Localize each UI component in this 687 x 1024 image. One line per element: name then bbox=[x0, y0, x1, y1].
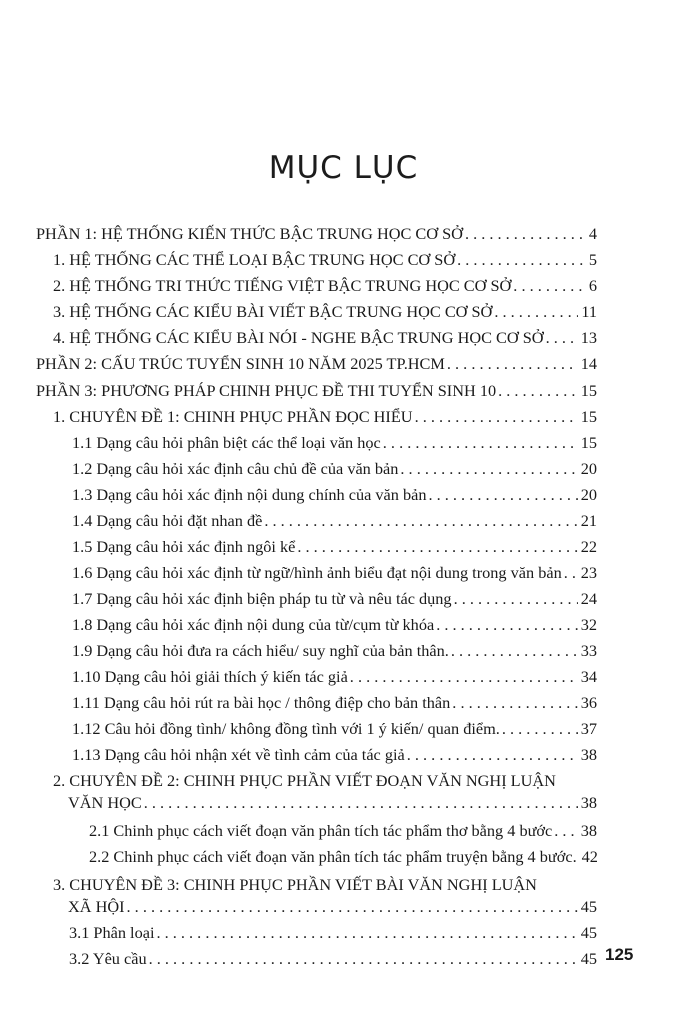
toc-entry[interactable] bbox=[72, 537, 597, 557]
toc-entry-page: 24 bbox=[580, 589, 597, 608]
leader-dots bbox=[350, 667, 578, 687]
toc-entry[interactable] bbox=[72, 485, 597, 505]
toc-entry-page: 21 bbox=[580, 511, 597, 530]
leader-dots bbox=[156, 923, 577, 943]
toc-entry-page: 32 bbox=[580, 615, 597, 634]
toc-entry[interactable] bbox=[53, 407, 597, 427]
toc-entry[interactable] bbox=[36, 381, 597, 401]
toc-entry-page: 42 bbox=[581, 847, 598, 866]
page-number: 125 bbox=[605, 945, 634, 964]
toc-entry-label: 1.3 Dạng câu hỏi xác định nội dung chính của văn bản bbox=[72, 485, 427, 504]
toc-entry[interactable] bbox=[36, 224, 597, 244]
leader-dots bbox=[428, 485, 577, 505]
toc-entry-page: 6 bbox=[588, 276, 597, 295]
toc-entry-label: 1.11 Dạng câu hỏi rút ra bài học / thông điệp cho bản thân bbox=[72, 693, 451, 712]
leader-dots bbox=[436, 615, 578, 635]
leader-dots bbox=[149, 949, 578, 969]
toc-entry-page: 20 bbox=[580, 485, 597, 504]
toc-entry-label: 1.7 Dạng câu hỏi xác định biện pháp tu từ và nêu tác dụng bbox=[72, 589, 452, 608]
toc-entry-label: 1.13 Dạng câu hỏi nhận xét về tình cảm của tác giả bbox=[72, 745, 405, 764]
leader-dots bbox=[454, 589, 578, 609]
toc-entry[interactable] bbox=[72, 641, 597, 661]
toc-entry-page: 33 bbox=[580, 641, 597, 660]
leader-dots bbox=[498, 381, 578, 401]
leader-dots bbox=[465, 224, 586, 244]
toc-entry[interactable] bbox=[53, 250, 597, 270]
leader-dots bbox=[451, 641, 578, 661]
toc-entry-label: 3.1 Phân loại bbox=[69, 923, 155, 942]
toc-entry-label: 1.8 Dạng câu hỏi xác định nội dung của từ/cụm từ khóa bbox=[72, 615, 435, 634]
toc-entry-page: 15 bbox=[580, 433, 597, 452]
toc-entry[interactable] bbox=[72, 693, 597, 713]
toc-entry-label: 1.2 Dạng câu hỏi xác định câu chủ đề của văn bản bbox=[72, 459, 399, 478]
toc-entry-page: 45 bbox=[580, 949, 597, 968]
toc-entry-page: 5 bbox=[588, 250, 597, 269]
leader-dots bbox=[264, 511, 577, 531]
toc-entry[interactable] bbox=[72, 433, 597, 453]
toc-entry[interactable] bbox=[89, 847, 597, 867]
leader-dots bbox=[400, 459, 577, 479]
toc-entry-page: 15 bbox=[580, 381, 597, 400]
leader-dots bbox=[494, 302, 578, 322]
toc-entry-label: 2. HỆ THỐNG TRI THỨC TIẾNG VIỆT BẬC TRUNG HỌC CƠ SỞ bbox=[53, 276, 512, 295]
toc-entry[interactable] bbox=[69, 949, 597, 969]
toc-entry-label: 1.5 Dạng câu hỏi xác định ngôi kể bbox=[72, 537, 296, 556]
leader-dots bbox=[383, 433, 578, 453]
leader-dots bbox=[554, 821, 577, 841]
toc-entry-page: 36 bbox=[580, 693, 597, 712]
toc-entry-label: 1.6 Dạng câu hỏi xác định từ ngữ/hình ảnh biểu đạt nội dung trong văn bản bbox=[72, 563, 562, 582]
toc-entry-page: 11 bbox=[581, 302, 597, 321]
toc-entry-page: 20 bbox=[580, 459, 597, 478]
toc-entry-page: 22 bbox=[580, 537, 597, 556]
toc-entry[interactable] bbox=[36, 354, 597, 374]
toc-entry[interactable] bbox=[53, 328, 597, 348]
toc-entry-page: 37 bbox=[580, 719, 597, 738]
leader-dots bbox=[447, 354, 578, 374]
leader-dots bbox=[127, 897, 578, 917]
toc-entry-page: 15 bbox=[580, 407, 597, 426]
toc-entry-label: 2.2 Chinh phục cách viết đoạn văn phân tích tác phẩm truyện bằng 4 bước. bbox=[89, 847, 577, 866]
page-title: MỤC LỤC bbox=[268, 150, 419, 186]
toc-entry-label: 1.12 Câu hỏi đồng tình/ không đồng tình với 1 ý kiến/ quan điểm. bbox=[72, 719, 500, 738]
toc-entry-label: 2.1 Chinh phục cách viết đoạn văn phân tích tác phẩm thơ bằng 4 bước bbox=[89, 821, 553, 840]
toc-entry-page: 13 bbox=[580, 328, 597, 347]
toc-entry-label: XÃ HỘI bbox=[68, 897, 125, 916]
toc-entry-label: 1. HỆ THỐNG CÁC THỂ LOẠI BẬC TRUNG HỌC CƠ SỞ bbox=[53, 250, 456, 269]
toc-entry-label-line1[interactable]: 2. CHUYÊN ĐỀ 2: CHINH PHỤC PHẦN VIẾT ĐOẠN VĂN NGHỊ LUẬN bbox=[53, 771, 556, 790]
leader-dots bbox=[452, 693, 577, 713]
toc-entry-label: 1.1 Dạng câu hỏi phân biệt các thể loại văn học bbox=[72, 433, 381, 452]
toc-entry-page: 14 bbox=[580, 354, 597, 373]
toc-entry-label: 1.10 Dạng câu hỏi giải thích ý kiến tác giả bbox=[72, 667, 348, 686]
toc-entry[interactable] bbox=[72, 511, 597, 531]
toc-entry-page: 38 bbox=[580, 745, 597, 764]
toc-entry-label: PHẦN 2: CẤU TRÚC TUYỂN SINH 10 NĂM 2025 TP.HCM bbox=[36, 354, 445, 373]
toc-entry[interactable] bbox=[72, 745, 597, 765]
toc-entry[interactable] bbox=[72, 719, 597, 739]
toc-entry[interactable] bbox=[72, 459, 597, 479]
toc-entry-page: 34 bbox=[580, 667, 597, 686]
toc-entry-label: 1. CHUYÊN ĐỀ 1: CHINH PHỤC PHẦN ĐỌC HIỂU bbox=[53, 407, 413, 426]
toc-entry[interactable] bbox=[69, 923, 597, 943]
leader-dots bbox=[297, 537, 577, 557]
toc-entry-label-line1[interactable]: 3. CHUYÊN ĐỀ 3: CHINH PHỤC PHẦN VIẾT BÀI VĂN NGHỊ LUẬN bbox=[53, 875, 537, 894]
toc-entry-label: 3. HỆ THỐNG CÁC KIỂU BÀI VIẾT BẬC TRUNG HỌC CƠ SỞ bbox=[53, 302, 493, 321]
toc-entry[interactable] bbox=[72, 563, 597, 583]
toc-entry-label: PHẦN 3: PHƯƠNG PHÁP CHINH PHỤC ĐỀ THI TUYỂN SINH 10 bbox=[36, 381, 497, 400]
leader-dots bbox=[415, 407, 578, 427]
toc-entry-page: 45 bbox=[580, 897, 597, 916]
toc-entry-label: 1.9 Dạng câu hỏi đưa ra cách hiểu/ suy nghĩ của bản thân. bbox=[72, 641, 449, 660]
leader-dots bbox=[513, 276, 586, 296]
toc-entry-page: 23 bbox=[580, 563, 597, 582]
toc-entry[interactable] bbox=[68, 897, 597, 917]
toc-entry-label: 3.2 Yêu cầu bbox=[69, 949, 147, 968]
toc-entry[interactable] bbox=[89, 821, 597, 841]
toc-entry[interactable] bbox=[53, 302, 597, 322]
leader-dots bbox=[457, 250, 586, 270]
leader-dots bbox=[144, 793, 578, 813]
toc-entry[interactable] bbox=[72, 667, 597, 687]
toc-entry[interactable] bbox=[72, 615, 597, 635]
leader-dots bbox=[546, 328, 578, 348]
toc-entry-page: 4 bbox=[588, 224, 597, 243]
toc-entry[interactable] bbox=[72, 589, 597, 609]
leader-dots bbox=[502, 719, 578, 739]
toc-entry-label: 1.4 Dạng câu hỏi đặt nhan đề bbox=[72, 511, 263, 530]
toc-entry-page: 45 bbox=[580, 923, 597, 942]
leader-dots bbox=[564, 563, 578, 583]
toc-entry[interactable] bbox=[53, 276, 597, 296]
toc-entry[interactable] bbox=[68, 793, 597, 813]
leader-dots bbox=[407, 745, 578, 765]
toc-entry-page: 38 bbox=[580, 793, 597, 812]
toc-entry-page: 38 bbox=[580, 821, 597, 840]
toc-entry-label: 4. HỆ THỐNG CÁC KIỂU BÀI NÓI - NGHE BẬC TRUNG HỌC CƠ SỞ bbox=[53, 328, 544, 347]
toc-entry-label: VĂN HỌC bbox=[68, 793, 142, 812]
toc-entry-label: PHẦN 1: HỆ THỐNG KIẾN THỨC BẬC TRUNG HỌC CƠ SỞ bbox=[36, 224, 463, 243]
